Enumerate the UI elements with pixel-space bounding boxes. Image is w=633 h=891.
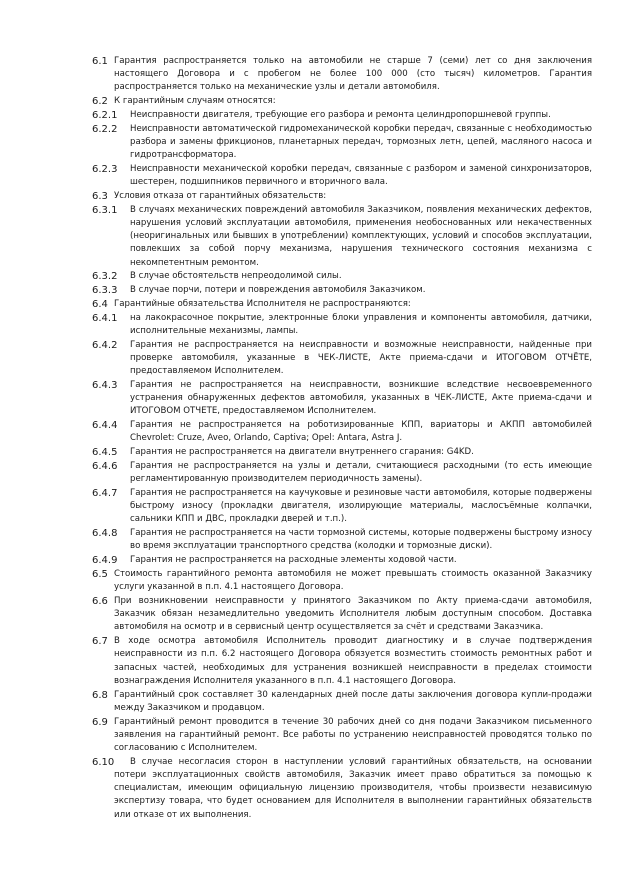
clause-number: 6.4.4 [92,420,118,432]
clause-number: 6.2.3 [92,164,118,175]
clause-number: 6.3.2 [92,271,118,283]
clause-6-2-3 [92,163,592,189]
clause-number: 6.7 [92,636,108,648]
clause-6-3-2 [92,270,592,283]
clause-6-8 [92,689,592,715]
clause-6-4 [92,298,592,311]
clause-6-10 [92,756,592,822]
clause-number: 6.4.3 [92,380,118,391]
clause-text: Гарантия не распространяется на расходные элементы ходовой части. [130,555,457,566]
clause-6-2 [92,95,592,108]
clause-6-4-9 [92,554,592,567]
clause-6-1 [92,55,592,95]
clause-6-2-2 [92,123,592,163]
clause-text: Гарантия не распространяется на неисправности, возникшие вследствие несвоевременного устранения обнаруженных дефектов автомобиля, указанных в ЧЕК-ЛИСТЕ, Акте приема-сдачи и ИТОГОВОМ ОТЧЕТЕ, предоставляемом Исполнителем. [130,380,592,417]
clause-6-4-6 [92,460,592,486]
clause-text: Неисправности механической коробки передач, связанные с разбором и заменой синхронизаторов, шестерен, подшипников первичного и вторичного вала. [130,164,592,188]
clause-text: В случаях механических повреждений автомобиля Заказчиком, появления механических дефектов, нарушения условий эксплуатации автомобиля, применения необоснованных или некачественных (неоригинальных или бывших в употреблении) комплектующих, условий и способов эксплуатации, повлекших за собой порчу механизма, нарушения технического состояния механизма с некомпетентным ремонтом. [130,204,592,268]
clause-6-3-3 [92,284,592,297]
clause-number: 6.2.1 [92,110,118,121]
clause-text: К гарантийным случаям относятся: [114,96,276,107]
clause-text: Гарантия не распространяется на двигатели внутреннего сгарания: G4KD. [130,447,474,458]
clause-6-4-4 [92,419,592,445]
clause-text: Гарантийные обязательства Исполнителя не распространяются: [114,299,411,309]
clause-number: 6.9 [92,716,108,728]
clause-6-7 [92,635,592,688]
clause-number: 6.4 [92,299,108,310]
clause-6-4-5 [92,446,592,459]
clause-number: 6.8 [92,689,108,701]
clause-6-3-1 [92,204,592,270]
clause-text: Неисправности автоматической гидромеханической коробки передач, связанные с необходимостью разбора и замены фрикционов, планетарных передач, тормозных летн, цепей, масляного насоса и гидротрансформатора. [130,123,592,161]
clause-text: на лакокрасочное покрытие, электронные блоки управления и компоненты автомобиля, датчики, исполнительные механизмы, лампы. [130,312,592,336]
clause-6-4-1 [92,312,592,338]
clause-text: Гарантия не распространяется на роботизированные КПП, вариаторы и АКПП автомобилей Chevrolet: Cruze, Aveo, Orlando, Captiva; Opel: Antara, Astra J. [130,420,592,444]
clause-number: 6.5 [92,569,108,580]
clause-6-2-1 [92,109,592,122]
clause-text: Стоимость гарантийного ремонта автомобиля не может превышать стоимость оказанной Заказчику услуги указанной в п.п. 4.1 настоящего Договора. [114,569,592,593]
clause-text: В случае обстоятельств непреодолимой силы. [130,271,342,282]
clause-6-3 [92,190,592,203]
clause-text: Условия отказа от гарантийных обязательств: [114,191,327,201]
clause-number: 6.6 [92,596,108,607]
clause-number: 6.4.1 [92,312,118,324]
clause-6-5 [92,568,592,594]
clause-number: 6.4.7 [92,488,118,499]
clause-number: 6.2 [92,96,108,108]
clause-text: В ходе осмотра автомобиля Исполнитель проводит диагностику и в случае подтверждения неисправности из п.п. 6.2 настоящего Договора обязуется возместить стоимость ремонтных работ и запасных частей, необходимых для устранения возникшей неисправности в пределах стоимости вознаграждения Исполнителя указанного в п.п. 4.1 настоящего Договора. [114,636,592,686]
clause-number: 6.3.1 [92,204,118,216]
clause-number: 6.4.8 [92,528,118,540]
clause-number: 6.4.6 [92,461,118,472]
clause-text: Неисправности двигателя, требующие его разбора и ремонта целиндропоршневой группы. [130,110,551,120]
clause-text: Гарантия не распространяется на каучуковые и резиновые части автомобиля, которые подвержены быстрому износу (прокладки двигателя, изолирующие материалы, маслосъёмные колпачки, сальники КПП и ДВС, прокладки дверей и т.п.). [130,488,592,525]
clause-text: В случае порчи, потери и повреждения автомобиля Заказчиком. [130,285,426,296]
clause-number: 6.4.2 [92,339,118,351]
clause-number: 6.1 [92,56,108,67]
clause-6-9 [92,716,592,756]
clause-text: Гарантия не распространяется на части тормозной системы, которые подвержены быстрому износу во время эксплуатации транспортного средства (колодки и тормозные диски). [130,528,592,552]
clause-6-4-8 [92,527,592,553]
clause-text: Гарантия распространяется только на автомобили не старше 7 (семи) лет со дня заключения настоящего Договора и с пробегом не более 100 000 (сто тысяч) километров. Гарантия распространяется только на механические узлы и детали автомобиля. [114,56,592,93]
clause-number: 6.3.3 [92,285,118,297]
clause-number: 6.2.2 [92,123,118,135]
clause-number: 6.3 [92,191,108,202]
clause-6-4-3 [92,379,592,419]
clause-text: В случае несогласия сторон в наступлении условий гарантийных обязательств, на основании потери эксплуатационных свойств автомобиля, Заказчик имеет право обратиться за помощью к специалистам, имеющим официальную лицензию производителя, чтобы произвести независимую экспертизу товара, что будет основанием для Исполнителя в выполнении гарантийных обязательств или отказе от их выполнения. [114,756,592,820]
clause-6-6 [92,595,592,635]
clause-text: Гарантия не распространяется на узлы и детали, считающиеся расходными (то есть имеющие регламентированную производителем периодичность замены). [130,461,592,485]
clause-6-4-7 [92,487,592,527]
clause-number: 6.4.9 [92,555,118,567]
clause-6-4-2 [92,339,592,379]
clause-text: Гарантийный ремонт проводится в течение 30 рабочих дней со дня подачи Заказчиком письменного заявления на гарантийный ремонт. Все работы по устранению неисправностей проводятся только по согласованию с Исполнителем. [114,716,592,754]
clause-number: 6.10 [92,756,115,768]
clause-text: Гарантийный срок составляет 30 календарных дней после даты заключения договора купли-продажи между Заказчиком и продавцом. [114,689,592,713]
clause-number: 6.4.5 [92,447,118,459]
clause-text: При возникновении неисправности у принятого Заказчиком по Акту приема-сдачи автомобиля, Заказчик обязан незамедлительно уведомить Исполнителя любым доступным способом. Доставка автомобиля на осмотр и в сервисный центр осуществляется за счёт и средствами Заказчика. [114,596,592,633]
warranty-section [92,55,592,822]
clause-text: Гарантия не распространяется на неисправности и возможные неисправности, найденные при проверке автомобиля, указанные в ЧЕК-ЛИСТЕ, Акте приема-сдачи и ИТОГОВОМ ОТЧЁТЕ, предоставляемом Исполнителем. [130,339,592,377]
